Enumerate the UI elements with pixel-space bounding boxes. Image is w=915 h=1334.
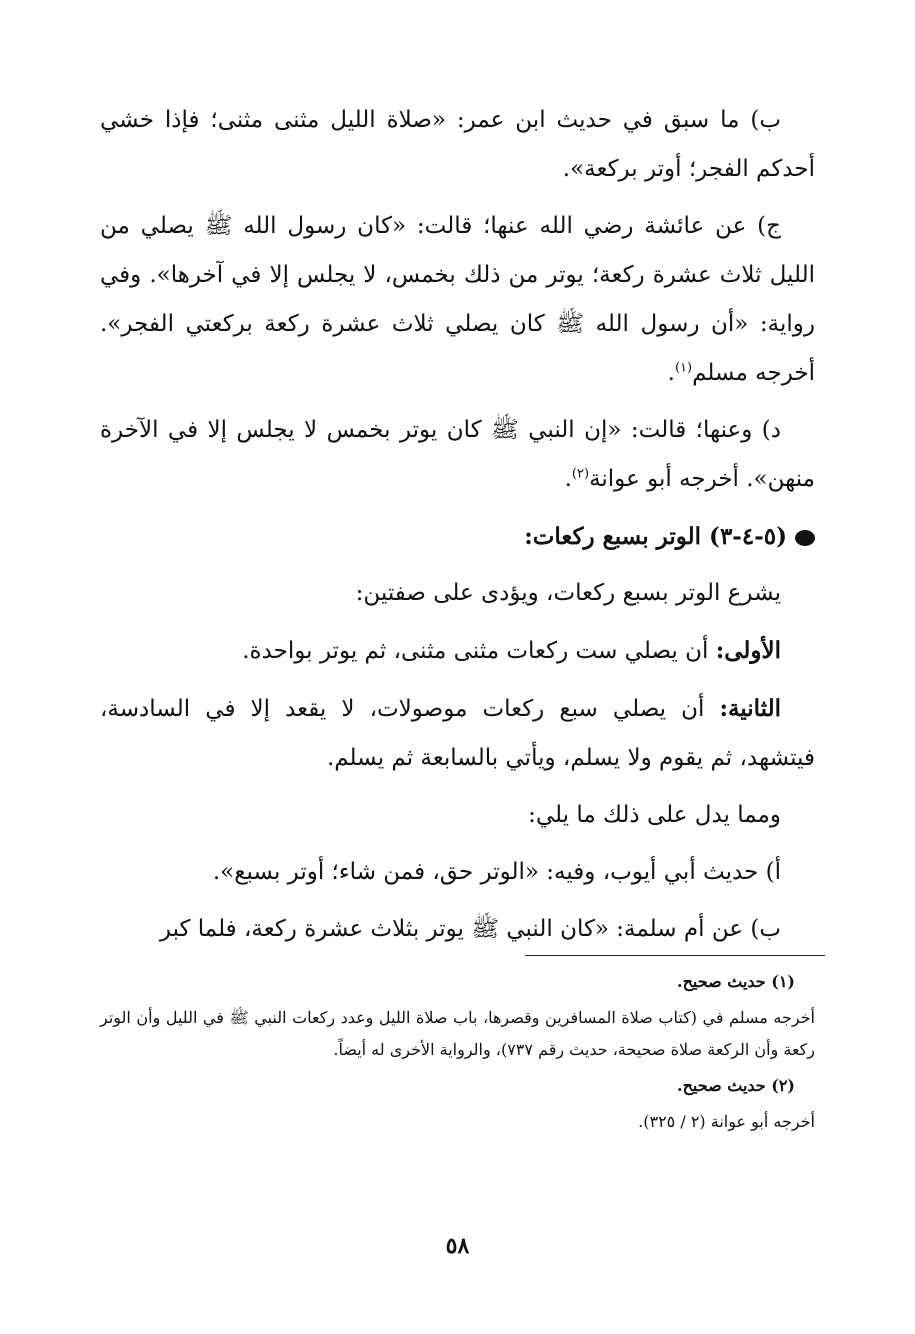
section-heading-text: (٥-٤-٣) الوتر بسبع ركعات: <box>524 523 787 550</box>
footnote-ref-1: (١) <box>674 360 693 376</box>
paragraph-d-end: . <box>564 466 572 492</box>
paragraph-b-text: ب) ما سبق في حديث ابن عمر: «صلاة الليل مثنى مثنى؛ فإذا خشي أحدكم الفجر؛ أوتر بركعة». <box>100 107 815 182</box>
evidence-b-text: ب) عن أم سلمة: «كان النبي ﷺ يوتر بثلاث عشرة ركعة، فلما كبر <box>159 916 781 942</box>
footnotes <box>100 966 815 1142</box>
footnote-2-text: أخرجه أبو عوانة (٢ / ٣٢٥). <box>638 1112 815 1131</box>
evidence-a-text: أ) حديث أبي أيوب، وفيه: «الوتر حق، فمن شاء؛ أوتر بسبع». <box>212 859 781 885</box>
evidence-a <box>100 848 815 897</box>
footnote-ref-2: (٢) <box>571 466 590 482</box>
intro-text: يشرع الوتر بسبع ركعات، ويؤدى على صفتين: <box>355 580 781 606</box>
first-method <box>100 626 815 676</box>
paragraph-j <box>100 202 815 398</box>
paragraph-b <box>100 96 815 194</box>
second-method-label: الثانية: <box>719 695 781 722</box>
paragraph-j-end: . <box>667 360 675 386</box>
second-method-text: أن يصلي سبع ركعات موصولات، لا يقعد إلا في السادسة، فيتشهد، ثم يقوم ولا يسلم، ويأتي بالسابعة ثم يسلم. <box>100 696 815 771</box>
evidence-b <box>100 905 815 954</box>
second-method <box>100 684 815 783</box>
main-text <box>100 96 815 962</box>
paragraph-j-text: ج) عن عائشة رضي الله عنها؛ قالت: «كان رسول الله ﷺ يصلي من الليل ثلاث عشرة ركعة؛ يوتر من ذلك بخمس، لا يجلس إلا في آخرها». وفي رواية: «أن رسول الله ﷺ كان يصلي ثلاث عشرة ركعة بركعتي الفجر». أخرجه مسلم <box>100 213 815 386</box>
first-method-label: الأولى: <box>715 637 781 664</box>
evidence-intro-text: ومما يدل على ذلك ما يلي: <box>528 802 781 828</box>
bullet-icon <box>795 530 815 546</box>
page-number: ٥٨ <box>445 1233 470 1259</box>
footnote-1-title: (١) حديث صحيح. <box>677 972 795 991</box>
paragraph-d-text: د) وعنها؛ قالت: «إن النبي ﷺ كان يوتر بخمس لا يجلس إلا في الآخرة منهن». أخرجه أبو عوانة <box>100 417 815 492</box>
footnote-2-title: (٢) حديث صحيح. <box>677 1076 795 1095</box>
section-heading <box>100 512 815 561</box>
paragraph-d <box>100 406 815 504</box>
intro-paragraph <box>100 569 815 618</box>
footnote-1-text: أخرجه مسلم في (كتاب صلاة المسافرين وقصرها، باب صلاة الليل وعدد ركعات النبي ﷺ في الليل وأن الوتر ركعة وأن الركعة صلاة صحيحة، حديث رقم ٧٣٧)، والرواية الأخرى له أيضاً. <box>100 1008 815 1059</box>
footnote-divider <box>525 955 825 956</box>
first-method-text: أن يصلي ست ركعات مثنى مثنى، ثم يوتر بواحدة. <box>242 638 716 664</box>
evidence-intro <box>100 791 815 840</box>
